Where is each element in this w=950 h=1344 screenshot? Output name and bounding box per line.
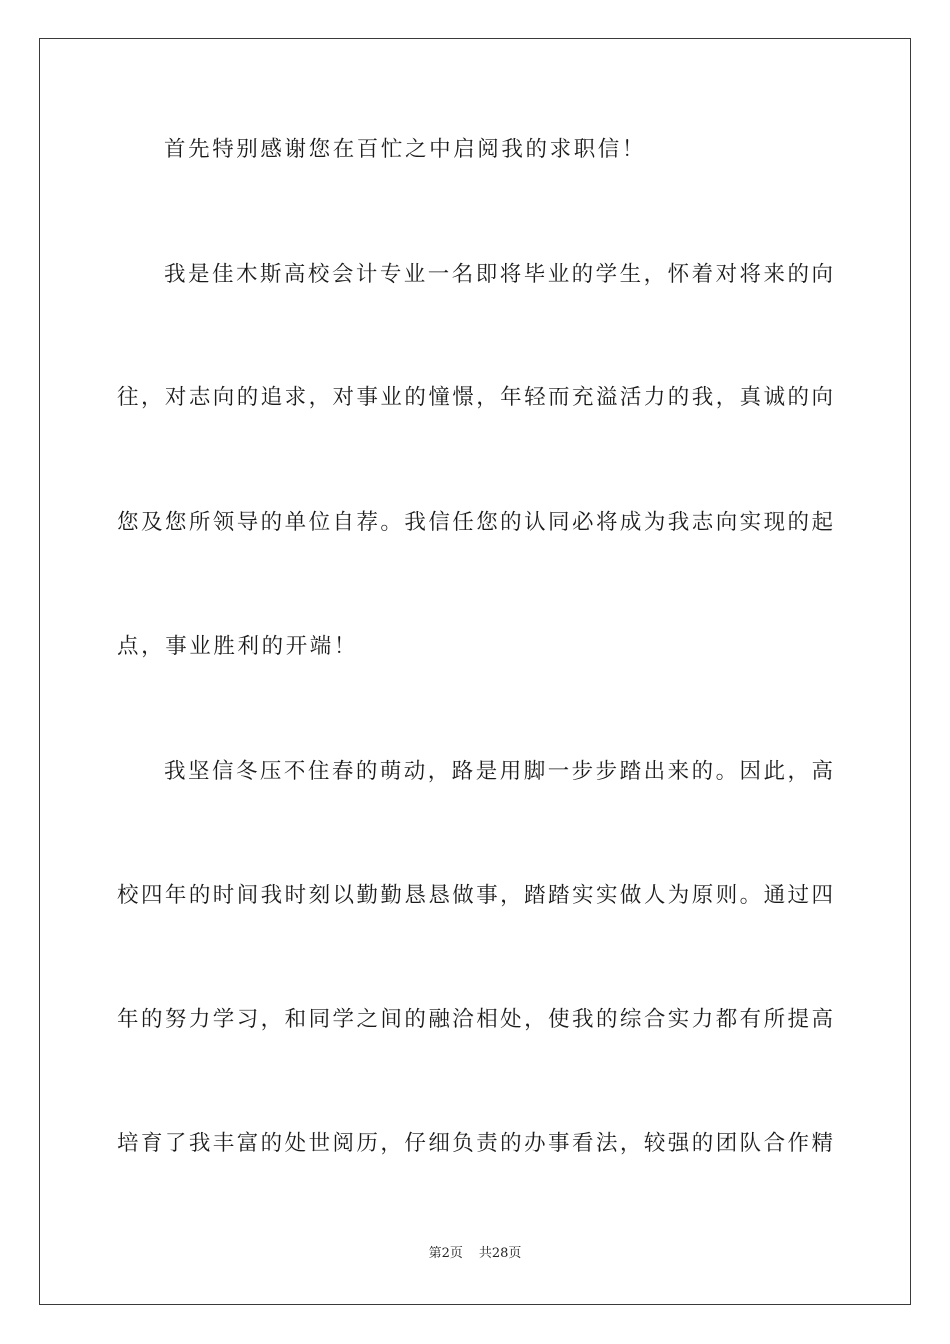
page-total: 共28页 [478, 1246, 522, 1261]
paragraph-line: 校四年的时间我时刻以勤勤恳恳做事，踏踏实实做人为原则。通过四 [117, 883, 833, 908]
page-footer [0, 1245, 950, 1263]
paragraph-line: 我是佳木斯高校会计专业一名即将毕业的学生，怀着对将来的向 [164, 262, 833, 287]
page-number: 第2页 [428, 1246, 463, 1261]
paragraph-line: 点，事业胜利的开端！ [117, 634, 359, 659]
page-border [39, 38, 911, 1305]
paragraph-line: 年的努力学习，和同学之间的融洽相处，使我的综合实力都有所提高 [117, 1007, 833, 1032]
paragraph-line: 培育了我丰富的处世阅历，仔细负责的办事看法，较强的团队合作精 [117, 1131, 833, 1156]
paragraph-line: 首先特别感谢您在百忙之中启阅我的求职信！ [164, 137, 647, 162]
paragraph-line: 往，对志向的追求，对事业的憧憬，年轻而充溢活力的我，真诚的向 [117, 385, 833, 410]
paragraph-line: 您及您所领导的单位自荐。我信任您的认同必将成为我志向实现的起 [117, 510, 833, 535]
paragraph-line: 我坚信冬压不住春的萌动，路是用脚一步步踏出来的。因此，高 [164, 759, 833, 784]
